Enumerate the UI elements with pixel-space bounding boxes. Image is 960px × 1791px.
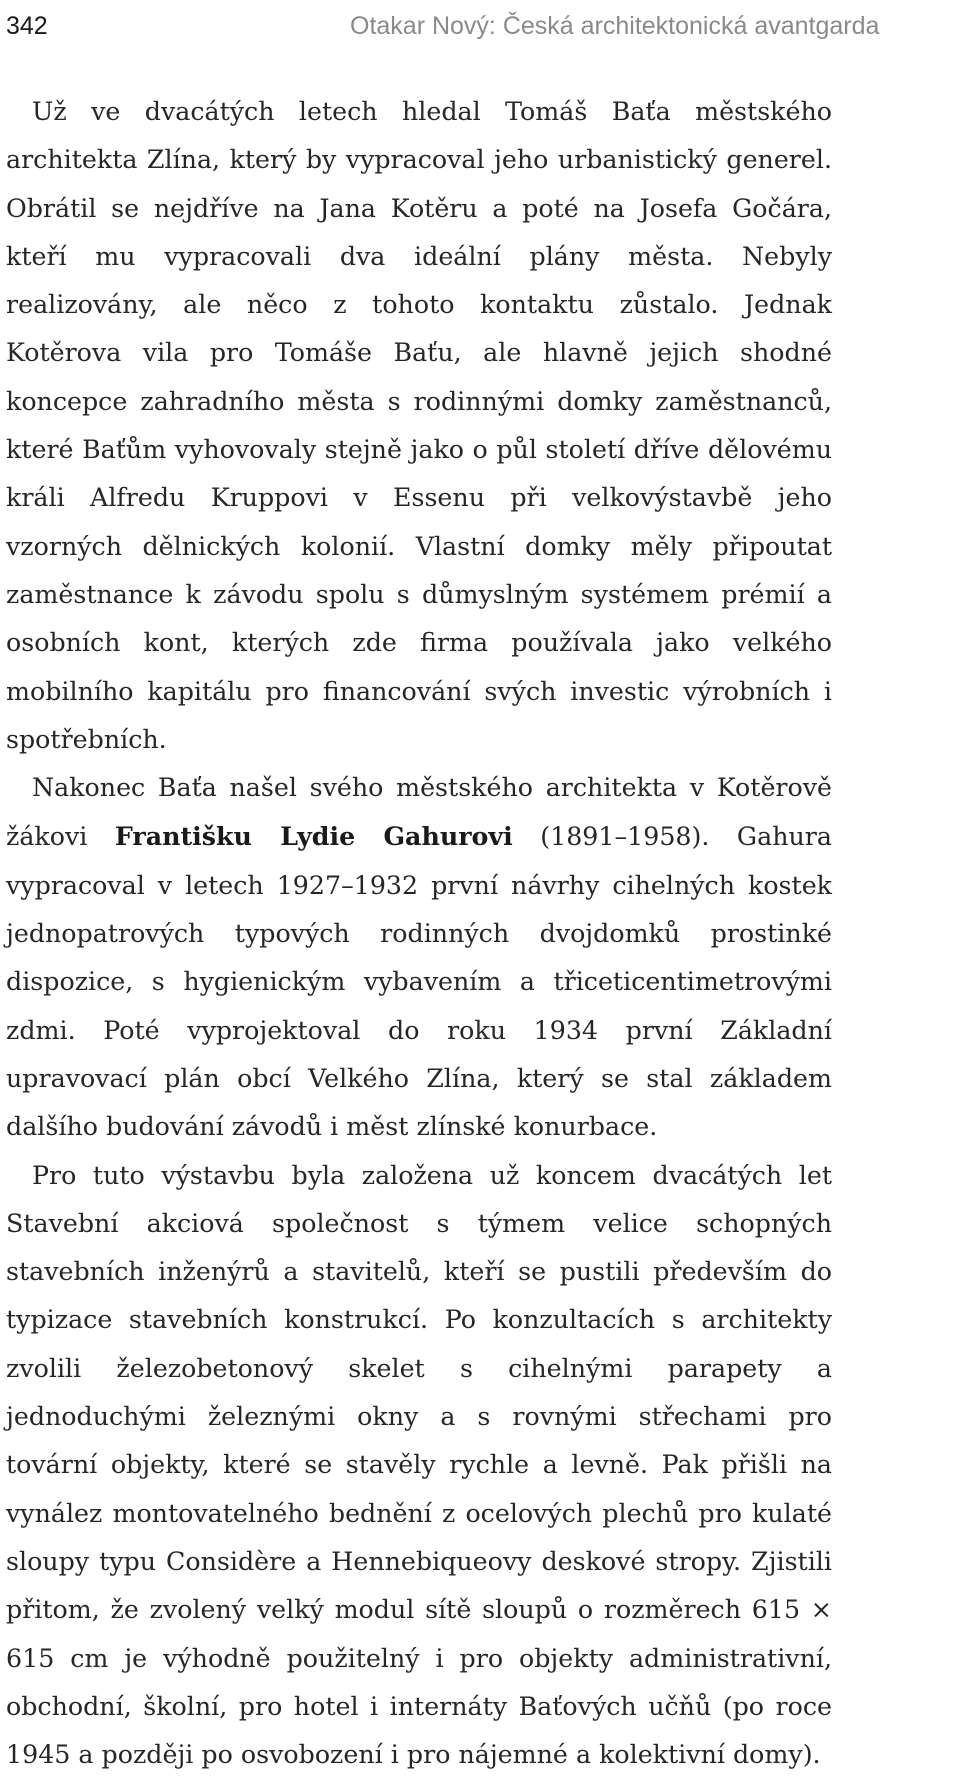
paragraph-2 [6, 764, 832, 1151]
paragraph-1-text: Už ve dvacátých letech hledal Tomáš Baťa městského architekta Zlína, který by vypracoval jeho urbanistický generel. Obrátil se nejdříve na Jana Kotěru a poté na Josefa Gočára, kteří mu vypracovali dva ideální plány města. Nebyly realizovány, ale něco z tohoto kontaktu zůstalo. Jednak Kotěrova vila pro Tomáše Baťu, ale hlavně jejich shodné koncepce zahradního města s rodinnými domky zaměstnanců, které Baťům vyhovovaly stejně jako o půl století dříve dělovému králi Alfredu Kruppovi v Essenu při velkovýstavbě jeho vzorných dělnických kolonií. Vlastní domky měly připoutat zaměstnance k závodu spolu s důmyslným systémem prémií a osobních kont, kterých zde firma používala jako velkého mobilního kapitálu pro financování svých investic výrobních i spotřebních. [6, 97, 832, 754]
paragraph-3 [6, 1152, 832, 1780]
paragraph-2-text-after: (1891–1958). Gahura vypracoval v letech 1927–1932 první návrhy cihelných kostek jednopatrových typových rodinných dvojdomků prostinké dispozice, s hygienickým vybavením a třiceticentimetrovými zdmi. Poté vyprojektoval do roku 1934 první Základní upravovací plán obcí Velkého Zlína, který se stal základem dalšího budování závodů i měst zlínské konurbace. [6, 822, 832, 1142]
paragraph-2-text-before: Nakonec Baťa našel svého městského architekta v Kotěrově žákovi [6, 773, 832, 852]
architect-name: Františku Lydie Gahurovi [114, 821, 513, 852]
paragraph-1 [6, 88, 832, 764]
page-number: 342 [6, 12, 48, 40]
body-text [6, 88, 832, 1779]
paragraph-3-text: Pro tuto výstavbu byla založena už koncem dvacátých let Stavební akciová společnost s týmem velice schopných stavebních inženýrů a stavitelů, kteří se pustili především do typizace stavebních konstrukcí. Po konzultacích s architekty zvolili železobetonový skelet s cihelnými parapety a jednoduchými železnými okny a s rovnými střechami pro tovární objekty, které se stavěly rychle a levně. Pak přišli na vynález montovatelného bednění z ocelových plechů pro kulaté sloupy typu Considère a Hennebiqueovy deskové stropy. Zjistili přitom, že zvolený velký modul sítě sloupů o rozměrech 615 × 615 cm je výhodně použitelný i pro objekty administrativní, obchodní, školní, pro hotel i internáty Baťových učňů (po roce 1945 a později po osvobození i pro nájemné a kolektivní domy). [6, 1160, 832, 1770]
running-head [6, 6, 954, 46]
running-title: Otakar Nový: Česká architektonická avantgarda [350, 12, 880, 40]
